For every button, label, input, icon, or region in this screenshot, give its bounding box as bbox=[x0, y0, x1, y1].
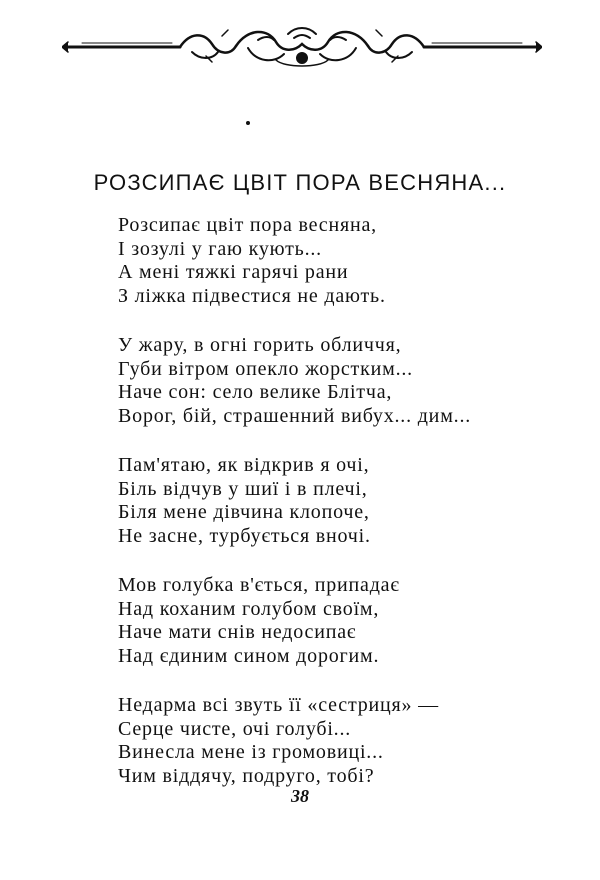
poem-line: Біль відчув у шиї і в плечі, bbox=[118, 477, 368, 500]
stanza bbox=[118, 574, 538, 668]
page-number: 38 bbox=[291, 786, 309, 806]
poem-line: Чим віддячу, подруго, тобі? bbox=[118, 764, 375, 787]
poem-line: Серце чисте, очі голубі... bbox=[118, 717, 352, 740]
poem-line: Недарма всі звуть її «сестриця» — bbox=[118, 694, 439, 716]
floral-banner-ornament-icon bbox=[62, 22, 542, 70]
poem-line: Наче мати снів недосипає bbox=[118, 621, 357, 643]
ink-dot bbox=[246, 121, 250, 125]
poem-line: Над коханим голубом своїм, bbox=[118, 597, 380, 620]
poem-line: Наче сон: село велике Блітча, bbox=[118, 381, 393, 403]
stanza bbox=[118, 334, 538, 428]
poem-line: Губи вітром опекло жорстким... bbox=[118, 357, 413, 380]
poem-line: Біля мене дівчина клопоче, bbox=[118, 501, 370, 523]
stanza bbox=[118, 454, 538, 548]
poem-line: Ворог, бій, страшенний вибух... дим... bbox=[118, 404, 472, 427]
poem-line: Над єдиним сином дорогим. bbox=[118, 644, 380, 667]
stanza bbox=[118, 214, 538, 308]
poem-line: І зозулі у гаю кують... bbox=[118, 237, 322, 260]
poem-line: У жару, в огні горить обличчя, bbox=[118, 334, 402, 356]
poem-title: РОЗСИПАЄ ЦВІТ ПОРА ВЕСНЯНА... bbox=[93, 170, 507, 195]
poem-line: Розсипає цвіт пора весняна, bbox=[118, 214, 377, 236]
poem-line: З ліжка підвестися не дають. bbox=[118, 284, 386, 307]
poem-body bbox=[118, 214, 538, 814]
stanza bbox=[118, 694, 538, 788]
poem-line: А мені тяжкі гарячі рани bbox=[118, 261, 349, 283]
poem-line: Мов голубка в'ється, припадає bbox=[118, 574, 400, 596]
poem-line: Не засне, турбується вночі. bbox=[118, 524, 371, 547]
poem-line: Винесла мене із громовиці... bbox=[118, 741, 384, 763]
poem-line: Пам'ятаю, як відкрив я очі, bbox=[118, 454, 370, 476]
